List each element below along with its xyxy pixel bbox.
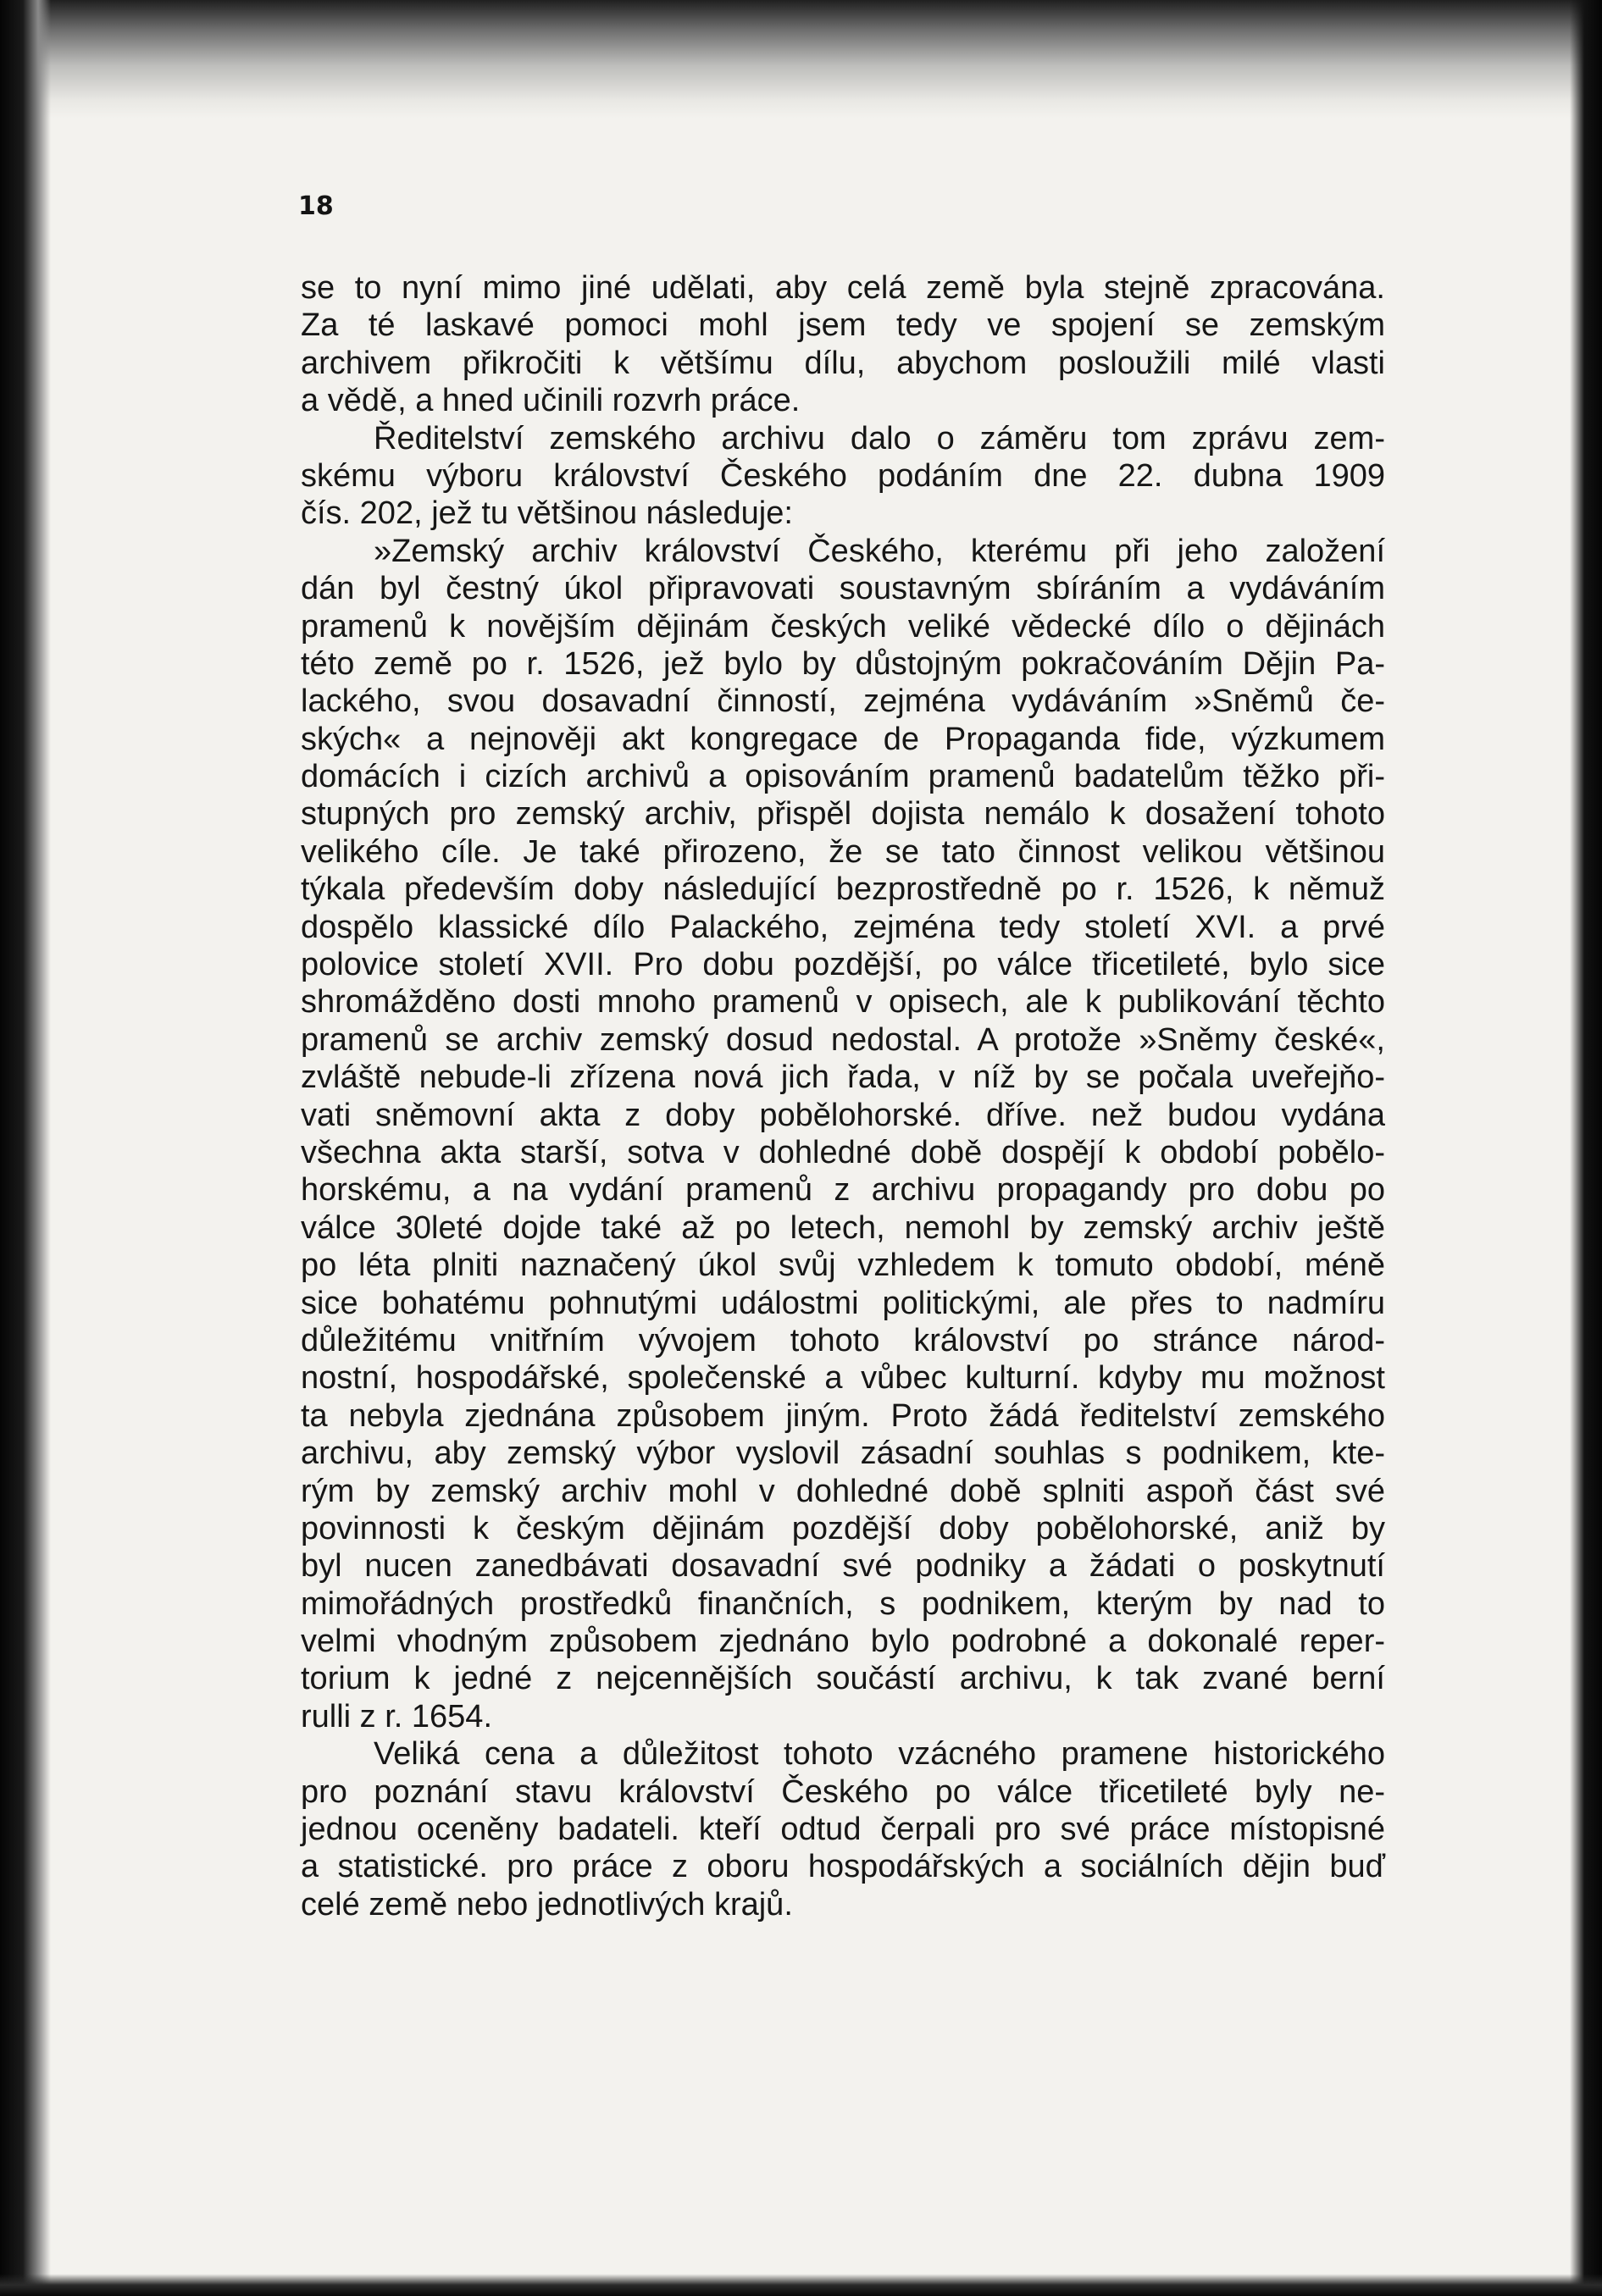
text-line: povinnosti k českým dějinám pozdější doby pobělohorské, aniž by (301, 1510, 1385, 1546)
text-line: Veliká cena a důležitost tohoto vzácného pramene historického (374, 1736, 1385, 1773)
text-line: torium k jedné z nejcennějších součástí archivu, k tak zvané berní (301, 1661, 1385, 1697)
text-line: archivem přikročiti k většímu dílu, abychom posloužili milé vlasti (301, 345, 1385, 381)
text-line: rým by zemský archiv mohl v dohledné době splniti aspoň část své (301, 1473, 1385, 1509)
text-line: po léta plniti naznačený úkol svůj vzhledem k tomuto období, méně (301, 1248, 1385, 1284)
scan-border-right (1570, 0, 1602, 2296)
text-line: »Zemský archiv království Českého, kterému při jeho založení (374, 533, 1385, 569)
text-line: velmi vhodným způsobem zjednáno bylo podrobné a dokonalé reper- (301, 1624, 1385, 1660)
text-line: sice bohatému pohnutými událostmi politickými, ale přes to nadmíru (301, 1285, 1385, 1321)
text-line: Za té laskavé pomoci mohl jsem tedy ve spojení se zemským (301, 307, 1385, 344)
text-line: této země po r. 1526, jež bylo by důstojným pokračováním Dějin Pa- (301, 645, 1385, 682)
text-line: horskému, a na vydání pramenů z archivu propagandy pro dobu po (301, 1172, 1385, 1209)
text-line: stupných pro zemský archiv, přispěl dojista nemálo k dosažení tohoto (301, 796, 1385, 833)
text-line: skému výboru království Českého podáním dne 22. dubna 1909 (301, 457, 1385, 494)
text-line: čís. 202, jež tu většinou následuje: (301, 495, 793, 532)
text-line: polovice století XVII. Pro dobu pozdější, po válce třicetileté, bylo sice (301, 947, 1385, 983)
text-line: válce 30leté dojde také až po letech, nemohl by zemský archiv ještě (301, 1209, 1385, 1246)
text-line: velikého cíle. Je také přirozeno, že se tato činnost velikou většinou (301, 833, 1385, 870)
scan-border-left (0, 0, 51, 2296)
text-line: a statistické. pro práce z oboru hospodářských a sociálních dějin buď (301, 1849, 1385, 1885)
text-line: týkala především doby následující bezprostředně po r. 1526, k němuž (301, 871, 1385, 908)
text-line: ta nebyla zjednána způsobem jiným. Proto žádá ředitelství zemského (301, 1397, 1385, 1434)
text-line: jednou oceněny badateli. kteří odtud čerpali pro své práce místopisné (301, 1812, 1385, 1848)
text-line: vati sněmovní akta z doby pobělohorské. dříve. než budou vydána (301, 1097, 1385, 1133)
text-line: byl nucen zanedbávati dosavadní své podniky a žádati o poskytnutí (301, 1548, 1385, 1585)
text-line: nostní, hospodářské, společenské a vůbec kulturní. kdyby mu možnost (301, 1360, 1385, 1397)
text-line: lackého, svou dosavadní činností, zejména vydáváním »Sněmů če- (301, 683, 1385, 720)
scan-border-top (0, 0, 1602, 119)
text-line: Ředitelství zemského archivu dalo o záměru tom zprávu zem- (374, 420, 1385, 456)
text-line: mimořádných prostředků finančních, s podnikem, kterým by nad to (301, 1585, 1385, 1622)
text-line: pramenů k novějším dějinám českých veliké vědecké dílo o dějinách (301, 608, 1385, 645)
text-line: pro poznání stavu království Českého po válce třicetileté byly ne- (301, 1773, 1385, 1810)
text-line: rulli z r. 1654. (301, 1698, 492, 1734)
page-number: 18 (298, 191, 334, 221)
text-line: a vědě, a hned učinili rozvrh práce. (301, 383, 801, 419)
scan-border-bottom (0, 2274, 1602, 2296)
text-line: dán byl čestný úkol připravovati soustavným sbíráním a vydáváním (301, 571, 1385, 607)
text-line: se to nyní mimo jiné udělati, aby celá země byla stejně zpracována. (301, 270, 1385, 306)
text-line: shromážděno dosti mnoho pramenů v opisech, ale k publikování těchto (301, 984, 1385, 1021)
text-line: všechna akta starší, sotva v dohledné době dospějí k období pobělo- (301, 1134, 1385, 1170)
text-line: domácích i cizích archivů a opisováním pramenů badatelům těžko při- (301, 759, 1385, 795)
text-line: archivu, aby zemský výbor vyslovil zásadní souhlas s podnikem, kte- (301, 1436, 1385, 1472)
text-line: zvláště nebude-li zřízena nová jich řada, v níž by se počala uveřejňo- (301, 1059, 1385, 1096)
text-line: důležitému vnitřním vývojem tohoto království po stránce národ- (301, 1322, 1385, 1358)
text-line: dospělo klassické dílo Palackého, zejména tedy století XVI. a prvé (301, 909, 1385, 945)
text-line: celé země nebo jednotlivých krajů. (301, 1886, 793, 1923)
text-line: ských« a nejnověji akt kongregace de Propaganda fide, výzkumem (301, 721, 1385, 757)
text-line: pramenů se archiv zemský dosud nedostal. A protože »Sněmy české«, (301, 1021, 1385, 1058)
body-text (301, 269, 1385, 1923)
